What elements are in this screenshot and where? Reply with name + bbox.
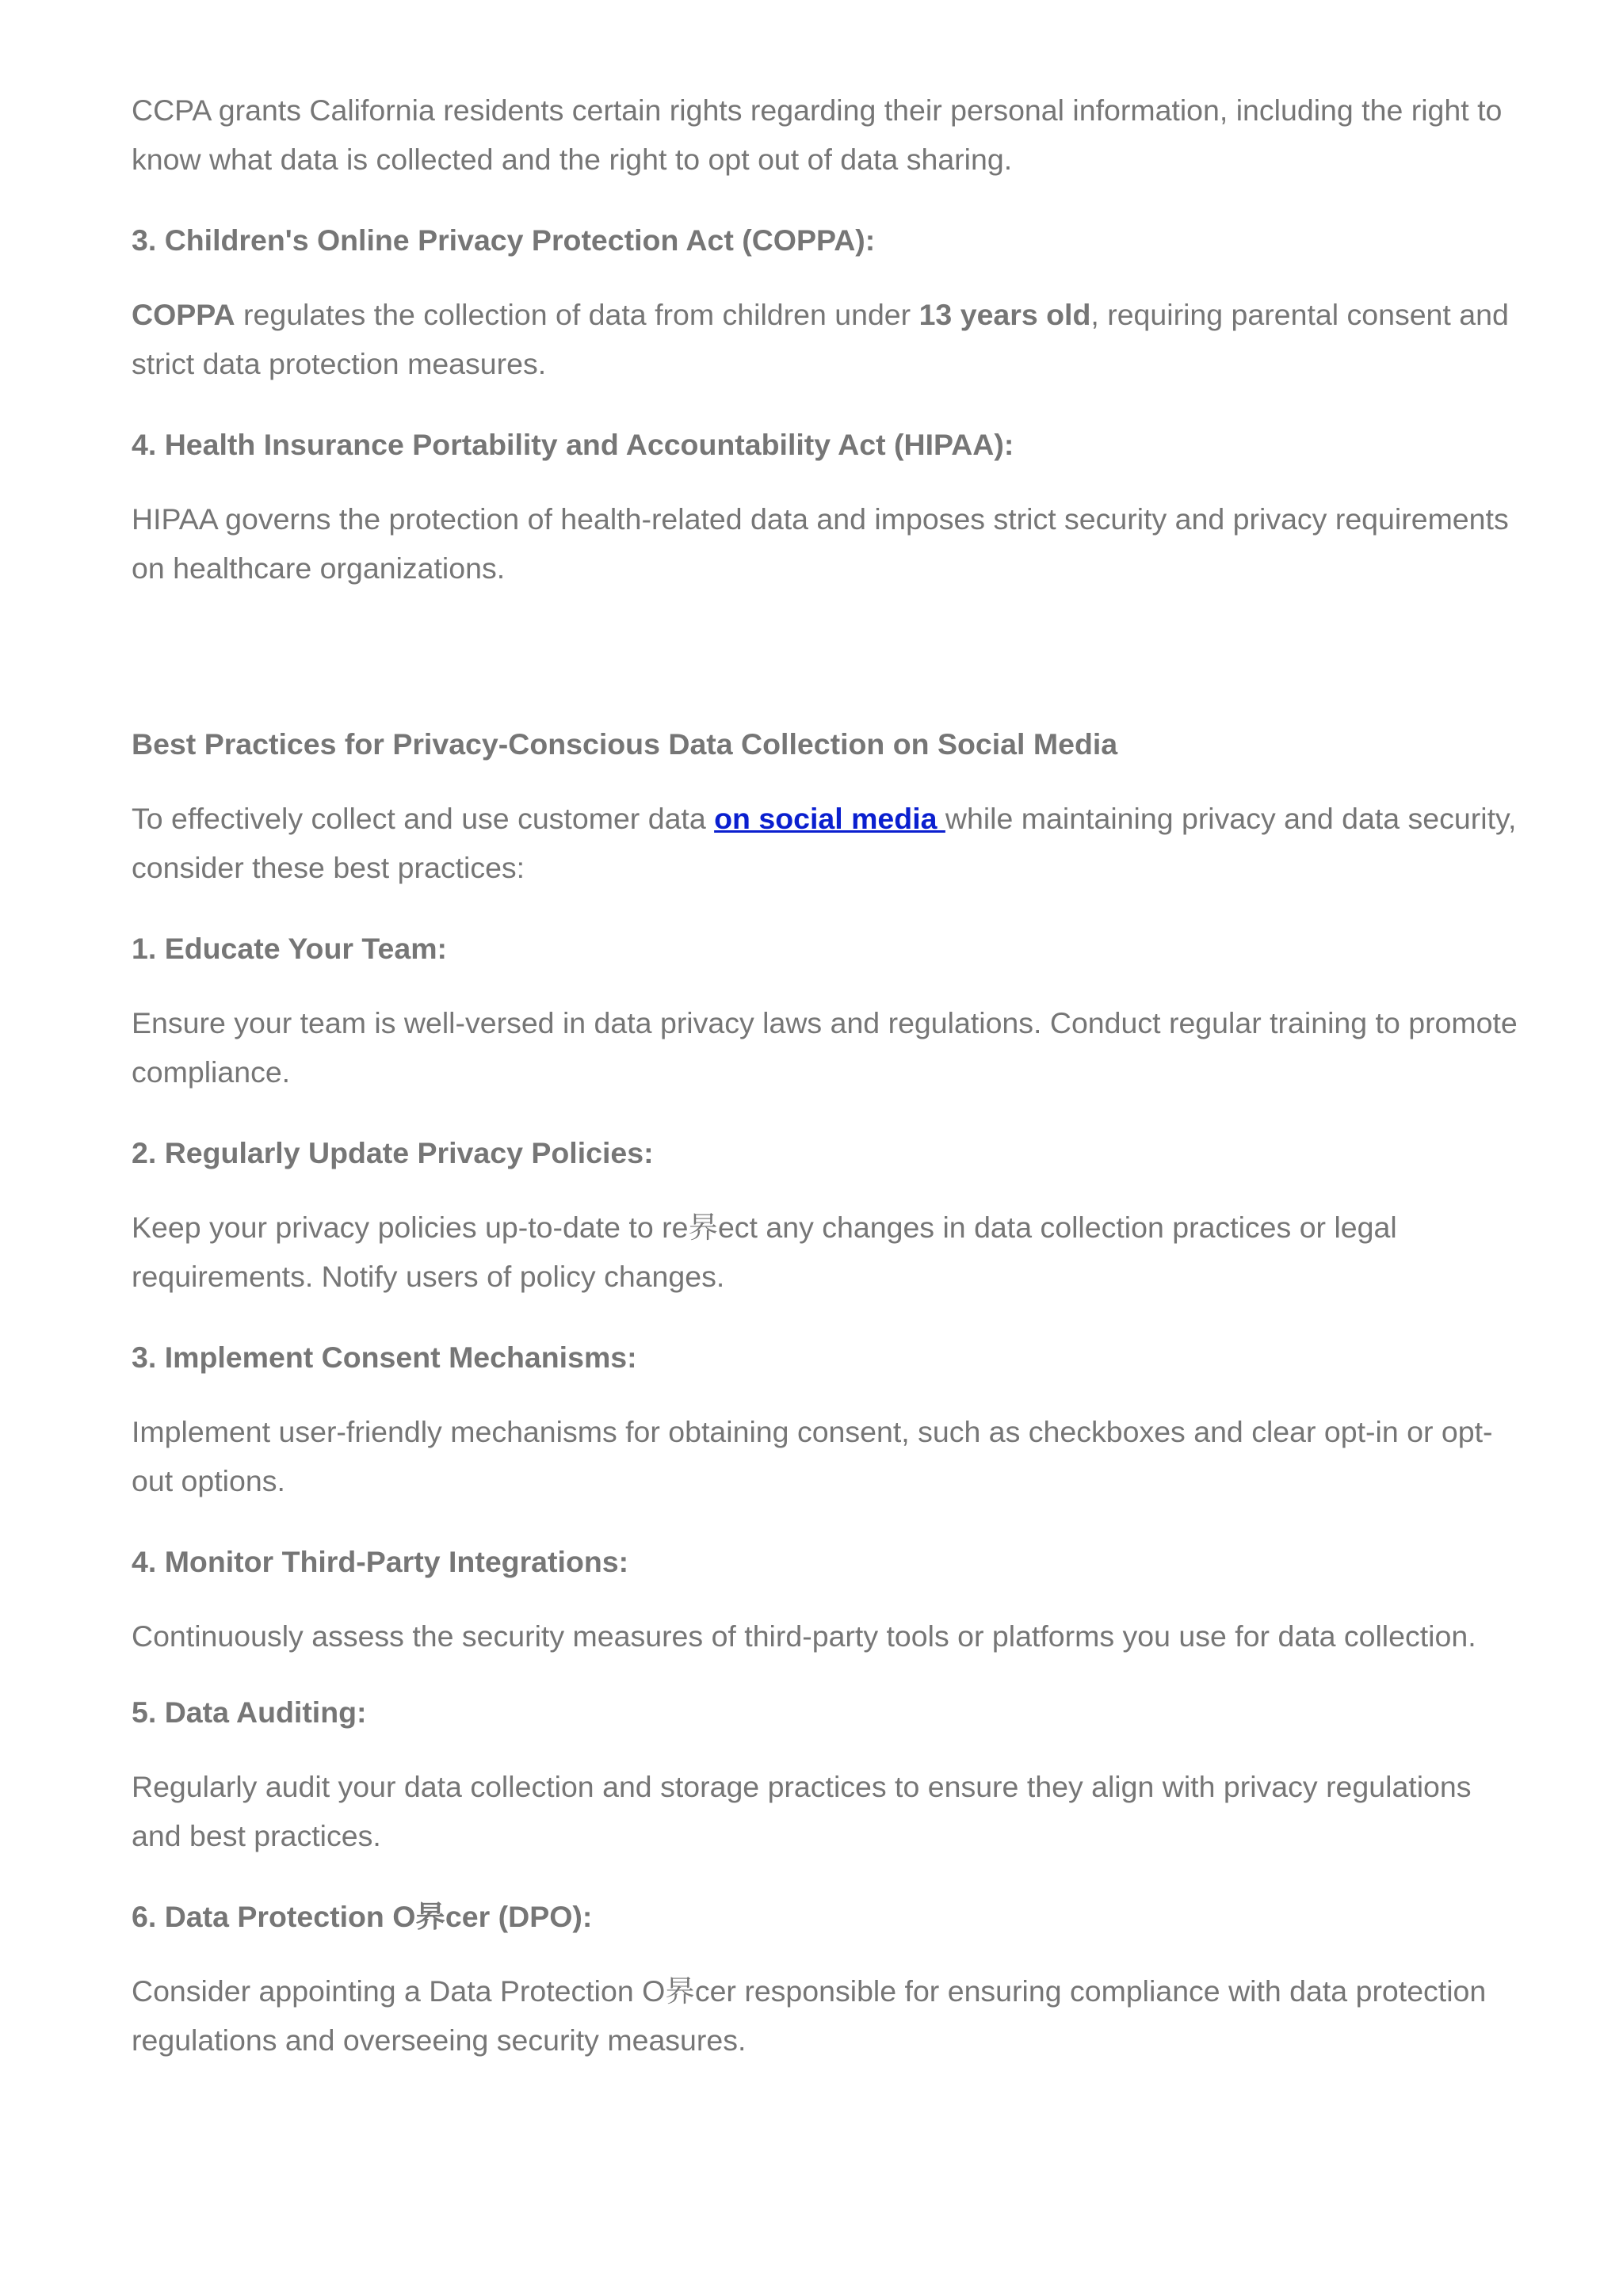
practice-1-text: Ensure your team is well-versed in data privacy laws and regulations. Conduct regular training to promote compliance.: [132, 1006, 1518, 1089]
best-practices-heading: Best Practices for Privacy-Conscious Data Collection on Social Media: [132, 727, 1118, 761]
practice-3-heading: 3. Implement Consent Mechanisms:: [132, 1341, 637, 1374]
hipaa-paragraph: HIPAA governs the protection of health-related data and imposes strict security and privacy requirements on healthcare organizations.: [132, 502, 1509, 585]
practice-2-text: Keep your privacy policies up-to-date to re昦ect any changes in data collection practices or legal requirements. Notify users of policy changes.: [132, 1211, 1397, 1293]
practice-4-text: Continuously assess the security measures of third-party tools or platforms you use for data collection.: [132, 1619, 1476, 1653]
practice-5-heading: 5. Data Auditing:: [132, 1695, 367, 1729]
practice-3-text: Implement user-friendly mechanisms for obtaining consent, such as checkboxes and clear opt-in or opt-out options.: [132, 1415, 1493, 1497]
hipaa-heading: 4. Health Insurance Portability and Accountability Act (HIPAA):: [132, 428, 1014, 461]
practice-6-heading: 6. Data Protection O昦cer (DPO):: [132, 1900, 593, 1933]
coppa-age: 13 years old: [918, 298, 1091, 331]
practice-1-heading: 1. Educate Your Team:: [132, 932, 448, 965]
practice-5-text: Regularly audit your data collection and storage practices to ensure they align with privacy regulations and best practices.: [132, 1770, 1472, 1852]
coppa-heading: 3. Children's Online Privacy Protection Act (COPPA):: [132, 223, 876, 257]
best-practices-intro: [132, 794, 1526, 892]
intro-text-before: To effectively collect and use customer data: [132, 802, 715, 835]
document-page: [132, 86, 1526, 2065]
coppa-text-1: regulates the collection of data from children under: [235, 298, 919, 331]
practice-6-text: Consider appointing a Data Protection O昦cer responsible for ensuring compliance with data protection regulations and overseeing security measures.: [132, 1974, 1487, 2057]
coppa-term: COPPA: [132, 298, 235, 331]
practice-2-heading: 2. Regularly Update Privacy Policies:: [132, 1136, 654, 1169]
practice-4-heading: 4. Monitor Third-Party Integrations:: [132, 1545, 629, 1578]
coppa-text-2: , requiring parental consent and strict data protection measures.: [132, 298, 1509, 380]
coppa-paragraph: [132, 290, 1526, 388]
intro-text-after: while maintaining privacy and data security, consider these best practices:: [132, 802, 1517, 884]
ccpa-paragraph: CCPA grants California residents certain rights regarding their personal information, including the right to know what data is collected and the right to opt out of data sharing.: [132, 93, 1503, 176]
social-media-link[interactable]: on social media: [714, 802, 945, 835]
